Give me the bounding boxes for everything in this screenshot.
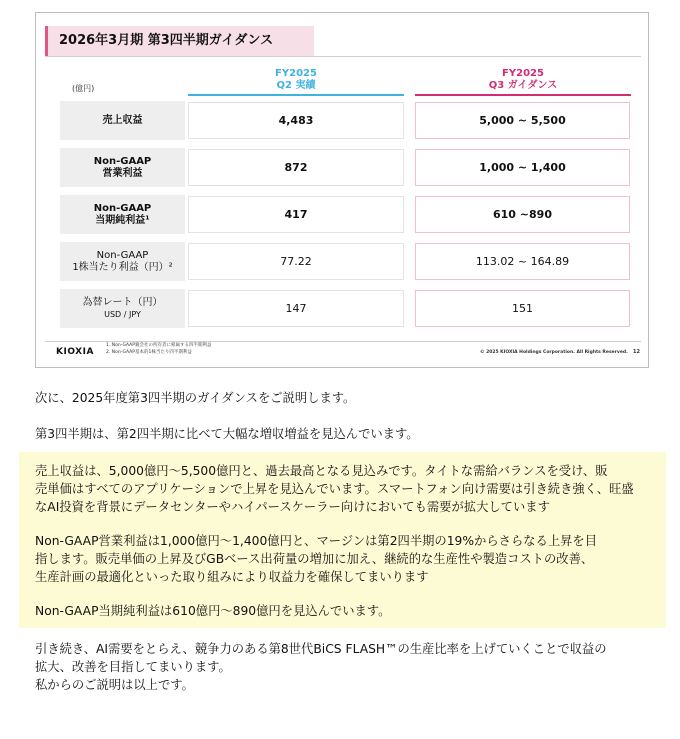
closing-line-3: 私からのご説明は以上です。 [35, 678, 194, 692]
cell-eps-q2: 77.22 [188, 243, 404, 280]
kioxia-logo: KIOXIA [56, 347, 94, 357]
transcript-closing-paragraph [35, 640, 650, 694]
column-header-q3-line1: FY2025 [502, 68, 544, 79]
row-label-net-income-line2: 当期純利益¹ [95, 214, 150, 226]
title-divider [45, 56, 641, 57]
row-label-fx-rate-line1: 為替レート（円） [82, 296, 163, 308]
column-header-q2 [188, 68, 404, 96]
row-label-operating-income-line2: 営業利益 [102, 167, 143, 179]
footnote-2: 2. Non-GAAP基本的1株当たり四半期利益 [106, 350, 192, 355]
transcript-net-income: Non-GAAP当期純利益は610億円～890億円を見込んでいます。 [35, 604, 391, 618]
cell-net-income-q2: 417 [188, 196, 404, 233]
column-header-q2-line1: FY2025 [275, 68, 317, 79]
footnote-1: 1. Non-GAAP親会社の所有者に帰属する四半期利益 [106, 343, 212, 348]
footnotes [106, 342, 211, 356]
row-label-net-income [60, 195, 185, 234]
row-label-net-income-line1: Non-GAAP [93, 202, 152, 214]
operating-line-1: Non-GAAP営業利益は1,000億円～1,400億円と、マージンは第2四半期の19%からさらなる上昇を目 [35, 534, 598, 548]
unit-label: (億円) [72, 84, 95, 93]
row-label-revenue [60, 101, 185, 140]
revenue-line-1: 売上収益は、5,000億円～5,500億円と、過去最高となる見込みです。タイトな需給バランスを受け、販 [35, 464, 608, 478]
page-number: 12 [633, 349, 640, 355]
cell-operating-income-q3: 1,000 ~ 1,400 [415, 149, 630, 186]
guidance-slide [35, 12, 649, 368]
row-label-fx-rate [60, 289, 185, 328]
row-label-eps-line1: Non-GAAP [96, 249, 149, 261]
cell-eps-q3: 113.02 ~ 164.89 [415, 243, 630, 280]
closing-line-1: 引き続き、AI需要をとらえ、競争力のある第8世代BiCS FLASH™の生産比率を上げていくことで収益の [35, 642, 607, 656]
row-label-eps [60, 242, 185, 281]
closing-line-2: 拡大、改善を目指してまいります。 [35, 660, 231, 674]
transcript-operating-paragraph [35, 532, 650, 586]
cell-net-income-q3: 610 ~890 [415, 196, 630, 233]
column-header-q2-line2: Q2 実績 [276, 80, 316, 91]
cell-operating-income-q2: 872 [188, 149, 404, 186]
revenue-line-3: なAI投資を背景にデータセンターやハイパースケーラー向けにおいても需要が拡大しています [35, 500, 550, 514]
row-label-revenue-text: 売上収益 [102, 114, 143, 126]
transcript-summary: 第3四半期は、第2四半期に比べて大幅な増収増益を見込んでいます。 [35, 427, 419, 441]
cell-revenue-q3: 5,000 ~ 5,500 [415, 102, 630, 139]
operating-line-3: 生産計画の最適化といった取り組みにより収益力を確保してまいります [35, 570, 429, 584]
transcript-intro: 次に、2025年度第3四半期のガイダンスをご説明します。 [35, 391, 356, 405]
transcript-revenue-paragraph [35, 462, 650, 516]
row-label-fx-rate-line2: USD / JPY [104, 309, 141, 319]
column-header-q3 [415, 68, 631, 96]
column-header-q3-line2: Q3 ガイダンス [488, 80, 558, 91]
copyright: © 2025 KIOXIA Holdings Corporation. All Rights Reserved. [480, 350, 628, 355]
row-label-eps-line2: 1株当たり利益（円）² [72, 261, 173, 273]
cell-fx-rate-q3: 151 [415, 290, 630, 327]
cell-fx-rate-q2: 147 [188, 290, 404, 327]
operating-line-2: 指します。販売単価の上昇及びGBベース出荷量の増加に加え、継続的な生産性や製造コストの改善、 [35, 552, 594, 566]
cell-revenue-q2: 4,483 [188, 102, 404, 139]
revenue-line-2: 売単価はすべてのアプリケーションで上昇を見込んでいます。スマートフォン向け需要は引き続き強く、旺盛 [35, 482, 634, 496]
slide-title: 2026年3月期 第3四半期ガイダンス [45, 26, 314, 56]
row-label-operating-income [60, 148, 185, 187]
row-label-operating-income-line1: Non-GAAP [93, 155, 152, 167]
